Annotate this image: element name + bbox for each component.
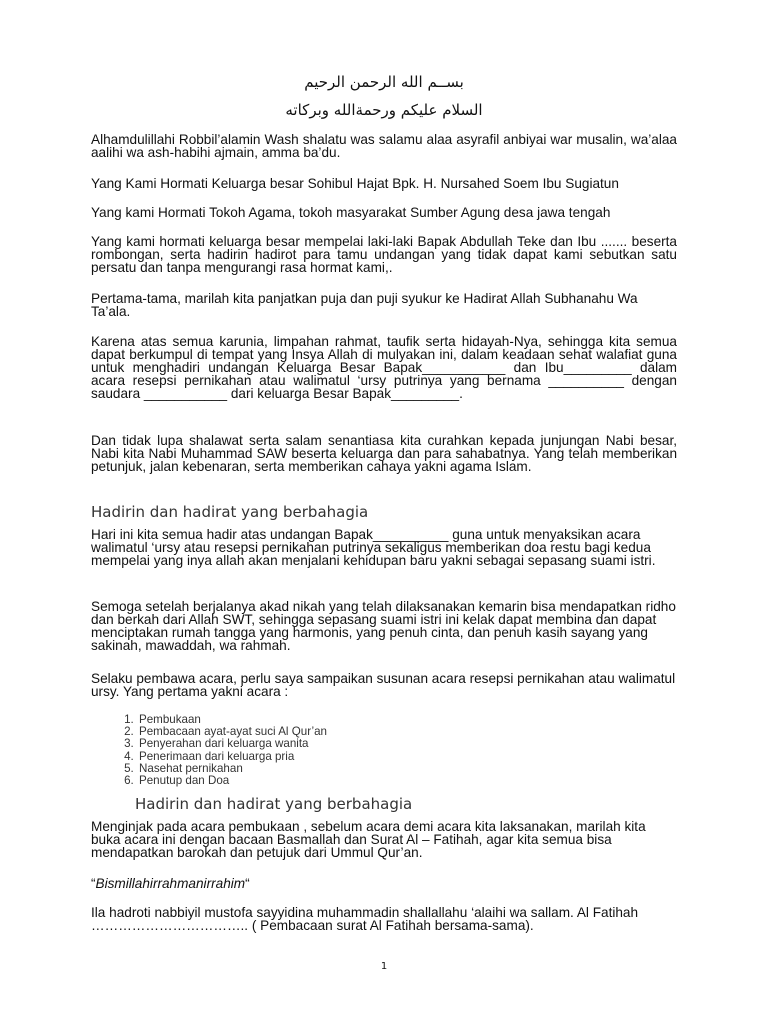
- section-heading: Hadirin dan hadirat yang berbahagia: [91, 503, 369, 521]
- hope-paragraph: Semoga setelah berjalanya akad nikah yang telah dilaksanakan kemarin bisa mendapatkan ridho dan berkah dari Allah SWT, sehingga sepasang suami istri ini kelak dapat membina dan dapat menciptakan rumah tangga yang harmonis, yang penuh cinta, dan penuh kasih sayang yang sakinah, mawaddah, wa rahmah.: [91, 599, 676, 653]
- agenda-list: [110, 714, 327, 787]
- bismillah-line: [91, 877, 677, 890]
- close-quote: “: [245, 876, 250, 891]
- bismillah-text: Bismillahirrahmanirrahim: [95, 876, 246, 891]
- honor-family-paragraph: Yang Kami Hormati Keluarga besar Sohibul Hajat Bpk. H. Nursahed Soem Ibu Sugiatun: [91, 176, 619, 191]
- agenda-item: 5. Nasehat pernikahan: [137, 763, 327, 775]
- section-heading: Hadirin dan hadirat yang berbahagia: [135, 795, 413, 813]
- salam-greeting: السلام عليكم ورحمةالله وبركاته: [285, 101, 483, 119]
- opening-paragraph: Alhamdulillahi Robbil’alamin Wash shalatu was salamu alaa asyrafil anbiyai war musalin, wa’alaa aalihi wa ash-habihi ajmain, amma ba’du.: [91, 132, 677, 160]
- agenda-item: 2. Pembacaan ayat-ayat suci Al Qur’an: [137, 726, 327, 738]
- agenda-item: 6. Penutup dan Doa: [137, 775, 327, 787]
- shalawat-paragraph: Dan tidak lupa shalawat serta salam senantiasa kita curahkan kepada junjungan Nabi besar, Nabi kita Nabi Muhammad SAW beserta keluarga dan para sahabatnya. Yang telah memberikan petunjuk, jalan kebenaran, serta memberikan cahaya yakni agama Islam.: [91, 433, 677, 474]
- opening-event-paragraph: Menginjak pada acara pembukaan , sebelum acara demi acara kita laksanakan, marilah kita buka acara ini dengan bacaan Basmallah dan Surat Al – Fatihah, agar kita semua bisa mendapatkan barokah dan petujuk dari Ummul Qur’an.: [91, 819, 646, 860]
- agenda-item: 1. Pembukaan: [137, 714, 327, 726]
- gratitude-paragraph: Karena atas semua karunia, limpahan rahmat, taufik serta hidayah-Nya, sehingga kita semua dapat berkumpul di tempat yang Insya Allah di mulyakan ini, dalam keadaan sehat walafiat guna untuk menghadiri undangan Keluarga Besar Bapak___________ dan Ibu_________ dalam acara resepsi pernikahan atau walimatul ‘ursy putrinya yang bernama __________ dengan saudara ___________ dari keluarga Besar Bapak_________.: [91, 334, 677, 401]
- agenda-item: 3. Penyerahan dari keluarga wanita: [137, 738, 327, 750]
- agenda-item: 4. Penerimaan dari keluarga pria: [137, 751, 327, 763]
- purpose-paragraph: Hari ini kita semua hadir atas undangan Bapak__________ guna untuk menyaksikan acara walimatul ‘ursy atau resepsi pernikahan putrinya sekaligus memberikan doa restu bagi kedua mempelai yang inya allah akan menjalani kehidupan baru yakni sebagai sepasang suami istri.: [91, 527, 656, 568]
- fatihah-paragraph: Ila hadroti nabbiyil mustofa sayyidina muhammadin shallallahu ‘alaihi wa sallam. Al Fatihah …………………………….. ( Pembacaan surat Al Fatihah bersama-sama).: [91, 905, 639, 933]
- page-number: 1: [380, 961, 388, 972]
- praise-paragraph: Pertama-tama, marilah kita panjatkan puja dan puji syukur ke Hadirat Allah Subhanahu Wa Ta’ala.: [91, 291, 638, 319]
- agenda-intro-paragraph: Selaku pembawa acara, perlu saya sampaikan susunan acara resepsi pernikahan atau walimatul ursy. Yang pertama yakni acara :: [91, 671, 676, 699]
- basmalah: بســم الله الرحمن الرحيم: [304, 73, 464, 91]
- honor-leaders-paragraph: Yang kami Hormati Tokoh Agama, tokoh masyarakat Sumber Agung desa jawa tengah: [91, 205, 611, 220]
- open-quote: “: [91, 876, 96, 891]
- honor-groom-paragraph: Yang kami hormati keluarga besar mempelai laki-laki Bapak Abdullah Teke dan Ibu ....... beserta rombongan, serta hadirin hadirot para tamu undangan yang tidak dapat kami sebutkan satu persatu dan tanpa mengurangi rasa hormat kami,.: [91, 234, 677, 275]
